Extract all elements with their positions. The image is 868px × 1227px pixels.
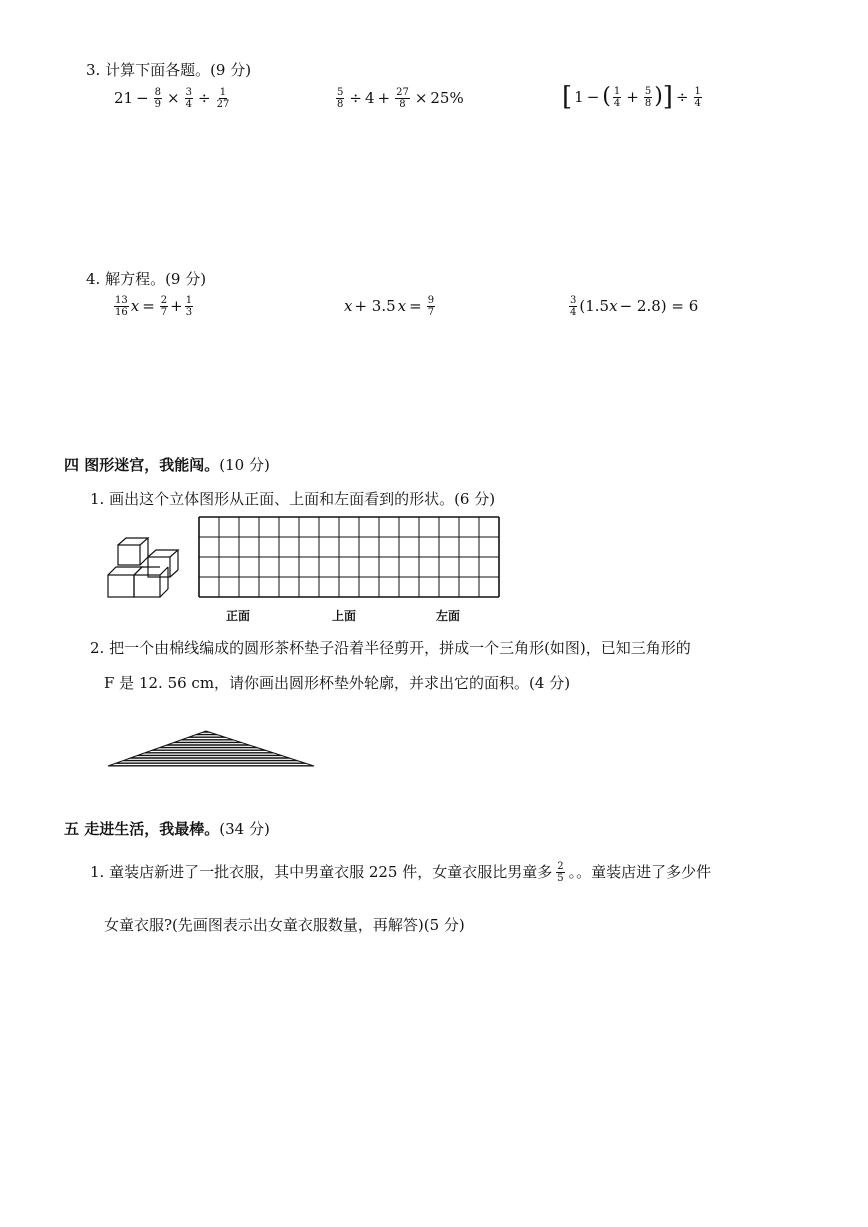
section-5-heading: 五 走进生活，我最棒。(34 分) [64,820,270,838]
label-front-view: 正面 [226,609,251,623]
drawing-grid[interactable] [196,514,502,600]
q4-heading: 4. 解方程。(9 分) [86,270,207,288]
label-top-view: 上面 [332,609,357,623]
striped-triangle [106,728,316,770]
section-4-heading: 四 图形迷宫，我能闯。(10 分) [64,456,270,474]
q4-eq-1: $\frac{13}{16}$ x = $\frac{2}{7}$ + $\frac{1}{3}$ [115,294,193,318]
q3-expr-2: $\frac{5}{8}$ ÷ 4 + $\frac{27}{8}$ × 25% [337,86,464,110]
cube-figure [104,535,182,601]
q3-expr-1: 21 − $\frac{8}{9}$ × $\frac{3}{4}$ ÷ $\frac{1}{27}$ [114,86,230,110]
q3-expr-3: [ 1 − ( $\frac{1}{4}$ + $\frac{5}{8}$ ) ] ÷ $\frac{1}{4}$ [562,82,701,112]
sec5-q1-line1: 1. 童装店新进了一批衣服，其中男童衣服 225 件，女童衣服比男童多 $\frac{2}{5}$ 。。童装店进了多少件 [90,860,712,884]
label-left-view: 左面 [436,609,461,623]
sec4-q1-text: 1. 画出这个立体图形从正面、上面和左面看到的形状。(6 分) [90,490,496,508]
sec5-q1-line2: 女童衣服?(先画图表示出女童衣服数量，再解答)(5 分) [104,916,465,934]
sec4-q2-line1: 2. 把一个由棉线编成的圆形茶杯垫子沿着半径剪开，拼成一个三角形(如图)，已知三角形的 [90,639,691,657]
sec4-q2-line2: F 是 12. 56 cm，请你画出圆形杯垫外轮廓，并求出它的面积。(4 分) [104,674,571,692]
q3-heading: 3. 计算下面各题。(9 分) [86,61,252,79]
q4-eq-2: x + 3.5 x = $\frac{9}{7}$ [344,294,435,318]
q4-eq-3: $\frac{3}{4}$ (1.5 x − 2.8) = 6 [570,294,699,318]
